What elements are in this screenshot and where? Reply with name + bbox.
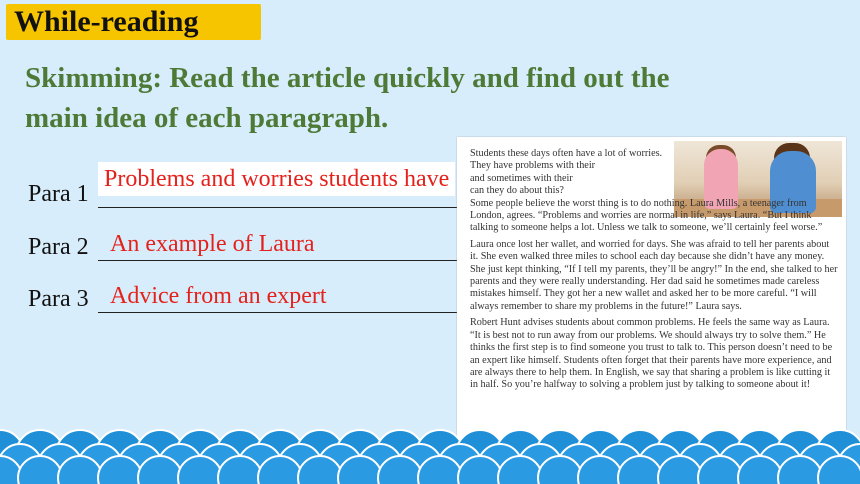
section-label: While-reading [6, 4, 261, 40]
article-line: They have problems with their [470, 160, 596, 172]
answer-blank-line [98, 207, 480, 208]
answer-text: Problems and worries students have [98, 162, 455, 196]
article-line: and sometimes with their [470, 172, 573, 184]
para-label: Para 1 [28, 181, 89, 207]
para-label: Para 2 [28, 234, 89, 260]
instruction-text: Skimming: Read the article quickly and find out the main idea of each paragraph. [25, 62, 670, 134]
para-label: Para 3 [28, 286, 89, 312]
article-line: Students these days often have a lot of worries. [470, 148, 663, 159]
answer-blank-line [98, 260, 480, 261]
answer-text: An example of Laura [110, 231, 315, 257]
article-paragraph-3: Robert Hunt advises students about common problems. He feels the same way as Laura. “It is best not to run away from our problems. We should always try to solve them.” He thinks the first step is to find someone you trust to talk to. This person doesn’t need to be an expert like himself. Students often forget that their parents have more experience, and are always there to help them. In English, we say that sharing a problem is like cutting it in half. So you’re halfway to solving a problem just by talking to someone about it! [470, 317, 833, 391]
article-image [457, 137, 846, 462]
wave-decoration [0, 418, 860, 484]
article-paragraph-2: Laura once lost her wallet, and worried for days. She was afraid to tell her parents about it. She even walked three miles to school each day because she didn’t have any money. She just kept thinking, “If I tell my parents, they’ll be angry!” In the end, she talked to her parents and they were really understanding. Her dad said he sometimes made careless mistakes himself. They got her a new wallet and asked her to be more careful. “I will always remember to share my problems in the future!” Laura says. [470, 238, 838, 312]
answer-blank-line [98, 312, 480, 313]
article-text [470, 148, 840, 396]
article-paragraph-1: Some people believe the worst thing is to do nothing. Laura Mills, a teenager from London, agrees. “Problems and worries are normal in life,” says Laura. “But I think talking to someone helps a lot. Unless we talk to someone, we’ll certainly feel worse.” [470, 197, 823, 234]
answer-text: Advice from an expert [110, 283, 327, 309]
article-line: can they do about this? [470, 185, 564, 197]
wave-circles [0, 430, 860, 484]
